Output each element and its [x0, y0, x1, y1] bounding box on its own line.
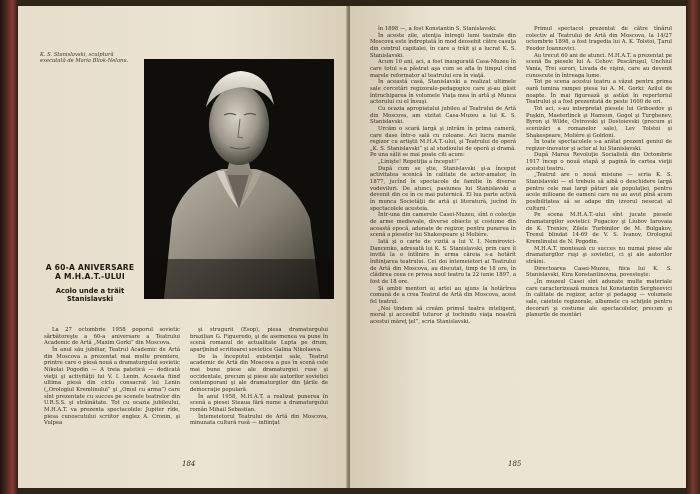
left-page-column-2 [190, 327, 328, 427]
paragraph: Cu ocazia apropiatului jubileu al Teatrului de Artă din Moscova, am vizitat Casa-Muzeu a lui K. S. Stanislavski. [370, 105, 516, 126]
paragraph: M.H.A.T. montează cu succes nu numai piese ale dramaturgilor ruşi şi sovietici, ci şi ale autorilor străini. [526, 245, 672, 265]
paragraph: „În muzeul Casei sînt adunate multe materiale care caracterizează munca lui Konstantin Sergheevici în calitate de regizor, actor şi pedagog — volumele sale, caietele regizorale, albumele cu schiţele pentru decoruri şi costume ale spectacolelor, precum şi planurile de montări [526, 278, 672, 319]
paragraph: Şi ambii mentori ai artei au ajuns la hotărîrea comună de a crea Teatrul de Artă din Moscova, acest fel teatrul. [370, 285, 516, 305]
page-number-left: 184 [182, 460, 196, 468]
right-page-column-2 [526, 26, 672, 319]
bust-illustration [144, 59, 334, 299]
paragraph: Primul spectacol prezentat de către tînărul colectiv al Teatrului de Artă din Moscova, la 14/27 octombrie 1898, a fost tragedia lui A. K. Tolstoi, Ţarul Feodor Ioannovici. [526, 26, 672, 52]
paragraph: Iată şi o carte de vizită a lui V. I. Nemirovici-Dancenko, adresată lui K. S. Stanislavski, prin care îl invită la o întîlnire în urma căreia s-a hotărît înfiinţarea teatrului. Cei doi întemeietori ai Teatrului de Artă din Moscova, au discutat, timp de 18 ore, în clădirea ceea ce privea noul teatru la 22 iunie 1897, a fost de 18 ore. [370, 239, 516, 285]
paragraph: În anul 1958, M.H.A.T. a realizat punerea în scenă a piesei Steaua fără nume a dramaturgului român Mihail Sebastian. [190, 393, 328, 413]
paragraph: Acum 10 ani, aci, a fost inaugurată Casa-Muzeu în care totul s-a păstrat aşa cum se afla în timpul cînd marele reformator al teatrului era în viaţă. [370, 59, 516, 79]
page-number-right: 185 [508, 460, 522, 468]
paragraph: În această casă, Stanislavski a realizat ultimele sale cercetări regizorale-pedagogice care şi-au găsit întruchiparea în volumele Viaţa mea în artă şi Munca actorului cu el însuşi. [370, 79, 516, 106]
paragraph: „Linişte! Repetiţia a început!” [378, 159, 459, 166]
right-page-column-1 [370, 26, 516, 326]
paragraph: Directoarea Casei-Muzeu, fiica lui K. S. Stanislavski, Kira Konstantinovna, povesteşte: [526, 265, 672, 279]
photo-caption: K. S. Stanislavski, sculptură executată de Maria Bliok-Nelanu. [40, 52, 129, 65]
paragraph: Tot pe scena acestui teatru a văzut pentru prima oară lumina rampei piesa lui A. M. Gorki: Azilul de noapte. În mai figurează şi astăzi în repertoriul Teatrului şi a fost prezentată de peste 1600 de ori. [526, 79, 672, 106]
paragraph: După Marea Revoluţie Socialistă din Octombrie 1917 încep o nouă etapă şi pagină în cartea vieţii acestui teatru. [526, 152, 672, 172]
paragraph: Pe scena M.H.A.T.-ului sînt jucate piesele dramaturgilor sovietici: Pugaciov şi Liubov Iarovaia de K. Treniov, Zilele Turbinilor de M. Bulgakov, Trenul blindat 14-69 de V. S. Ivanov, Orologiul Kremlinului de N. Pogodin. [526, 212, 672, 245]
paragraph: şi strugurii (Esop), piesa dramaturgului brazilian G. Figueredo, şi de asemenea va pune în scenă romanul de actualitate Lupta pe drum, aparţinînd scriitoarei sovietice Galina Nikolaeva. [190, 327, 328, 353]
paragraph: De la începutul existenţei sale, Teatrul academic de Artă din Moscova a pus în scenă cele mai bune piese ale dramaturgiei ruse şi occidentale, precum şi piese ale autorilor sovietici contemporani şi ale dramaturgilor din ţările de democraţie populară. [190, 353, 328, 393]
paragraph: Întemeietorul Teatrului de Artă din Moscova, minunata cultură rusă — infiinţat [190, 413, 328, 427]
paragraph: În anul său jubiliar, Teatrul Academic de Artă din Moscova a prezentat mai multe premiere, printre care o piesă nouă a dramaturgului sovietic Nikolai Pogodin — A treia patetică — dedicată vieţii şi activităţii lui V. I. Lenin. Aceasta fiind ultima piesă din ciclu consacrat lui Lenin („Orologiul Kremlinului” şi „Omul cu arma”) care sînt prezentate cu succes pe scenele teatrelor din U.R.S.S. şi străinătate. Tot cu ocazia jubileului, M.H.A.T. va prezenta spectacolele: Jupiter rîde, piesa cunoscutului scriitor englez A. Cronin, şi Vulpea [44, 346, 180, 427]
left-page-column-1 [44, 327, 180, 427]
paragraph: După cum se ştie, Stanislavski şi-a început activitatea scenică în calitate de actor-amator, în 1877, jucînd în spectacole de familie în diverse vodeviluri. De atunci, pasiunea lui Stanislavski a devenit din ce în ce mai puternică. El lua parte activă în munca Societăţii de artă şi literatură, jucînd în spectacolele acesteia. [370, 165, 516, 212]
article-heading-block [42, 263, 138, 304]
paragraph: În aceste zile, atenţia întregii lumi teatrale din Moscova este îndreptată în mod deosebit către casuţa din centrul capitalei, în care a trăit şi a lucrat K. S. Stanislavski. [370, 32, 516, 59]
right-page [350, 6, 686, 488]
paragraph: „Noi tindem să creăm primul teatru inteligent, moral şi accesibil tuturor şi tochindu viaţa noastră acestui măreţ ţel”, scria Stanislavski. [370, 305, 516, 325]
left-page [18, 6, 348, 488]
paragraph: Au trecut 60 ani de atunci. M.H.A.T. a prezentat pe scenă 8a piesele lui A. Cehov: Pescăruşul, Unchiul Vania, Trei surori, Livada de vişini, care au devenit cunoscute în întreaga lume. [526, 52, 672, 79]
bust-photograph [144, 59, 334, 299]
book-binding-right [686, 0, 700, 494]
paragraph: în 1898 —, a fost Konstantin S. Stanislavski. [378, 26, 497, 32]
paragraph: Tot aci, s-au interpretat piesele lui Griboedov şi Puşkin, Maeterlinck şi Hamsun, Gogol şi Turghenev, Byron şi Wilde, Ostrovski şi Dostoievski (precum şi scenizări a romanelor sale), Lev Tolstoi şi Shakespeare, Molière şi Goldoni. [526, 105, 672, 139]
paragraph: Urcăm o scară largă şi intrăm în prima cameră, care dase într-o sală cu coloane. Aci lucra marele regizor cu artiştii M.H.A.T.-ului, şi Teatrului de operă „K. S. Stanislavski” şi al studioului de operă şi dramă. Pe una sălii se mai poate citi acum: [370, 125, 516, 159]
paragraph: „Teatrul are o nouă misiune — scria K. S. Stanislavski — el trebuie să aibă o deschidere largă pentru cele mai largi pături ale populaţiei, pentru acele milioane de oameni care nu au avut pînă acum posibilitatea să se adape din izvorul nesecat al culturii.” [526, 172, 672, 212]
book-binding-left [0, 0, 18, 494]
paragraph: În toate spectacolele s-a arătat prezent geniul de regizor-inovator şi actor al lui Stanislavski. [526, 139, 672, 152]
paragraph: Într-una din camerele Casei-Muzeu, sînt o colecţie de arme medievale, diverse obiecte şi costume din această epocă, adunate de regizor, pentru punerea în scenă a pieselor lui Shakespeare şi Molière. [370, 212, 516, 239]
paragraph: La 27 octombrie 1958 poporul sovietic sărbătoreşte a 60-a aniversare a Teatrului Academic de Artă „Maxim Gorki” din Moscova. [44, 327, 180, 347]
article-subtitle: Acolo unde a trăit Stanislavski [55, 287, 125, 304]
article-title: A 60-A ANIVERSARE A M.H.A.T.-ULUI [45, 263, 135, 281]
